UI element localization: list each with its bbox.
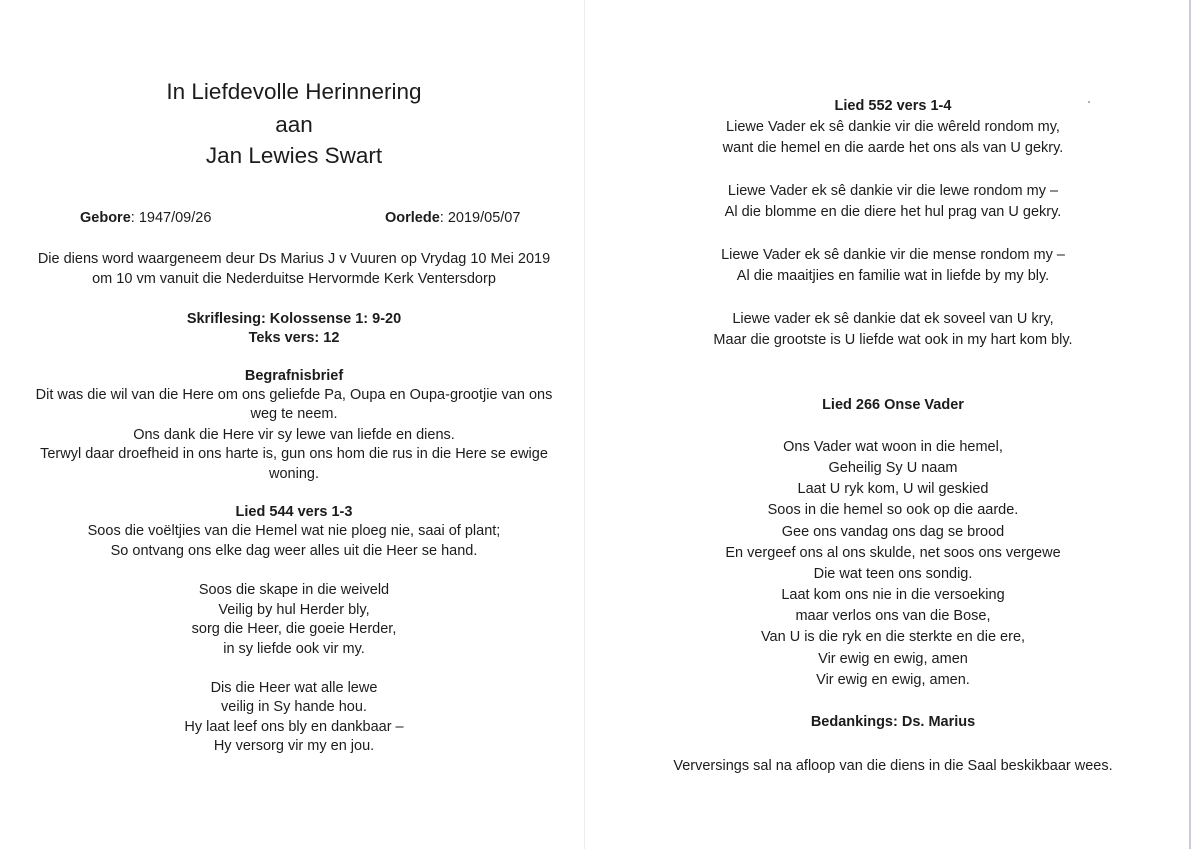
hymn-552-line: Liewe Vader ek sê dankie vir die mense rondom my – [721,247,1065,263]
birth-label: Gebore [80,210,131,226]
hymn-552-line: Liewe Vader ek sê dankie vir die wêreld rondom my, [726,119,1060,135]
death-date [385,209,520,227]
hymn-544-heading: Lied 544 vers 1-3 [235,504,353,520]
hymn-544-line: Hy laat leef ons bly en dankbaar – [184,719,404,735]
scripture-text: Teks vers: 12 [248,330,340,346]
hymn-552-line: want die hemel en die aarde het ons als van U gekry. [722,140,1064,156]
thanks-line: Bedankings: Ds. Marius [810,714,976,730]
header-name: Jan Lewies Swart [205,143,383,168]
hymn-266-line: Geheilig Sy U naam [828,460,958,476]
service-line: Die diens word waargeneem deur Ds Marius J v Vuuren op Vrydag 10 Mei 2019 [37,251,551,267]
hymn-544-line: Dis die Heer wat alle lewe [210,680,378,696]
hymn-544-line: Soos die skape in die weiveld [198,582,390,598]
funeral-letter-line: weg te neem. [250,406,338,422]
hymn-266-line: maar verlos ons van die Bose, [795,608,991,624]
hymn-266-line: Gee ons vandag ons dag se brood [781,524,1005,540]
hymn-266-line: Die wat teen ons sondig. [813,566,973,582]
hymn-266-line: Laat kom ons nie in die versoeking [781,587,1005,603]
hymn-544-line: veilig in Sy hande hou. [221,699,367,715]
funeral-letter-line: woning. [269,466,319,482]
hymn-266-line: Ons Vader wat woon in die hemel, [783,439,1003,455]
page-fold [584,0,585,849]
hymn-552-line: Al die maaitjies en familie wat in liefde by my bly. [736,268,1050,284]
hymn-266-heading: Lied 266 Onse Vader [822,397,964,413]
birth-value: : 1947/09/26 [130,210,212,226]
hymn-266-line: Van U is die ryk en die sterkte en die ere, [760,629,1026,645]
funeral-letter-line: Terwyl daar droefheid in ons harte is, gun ons hom die rus in die Here se ewige [40,446,548,462]
death-label: Oorlede [385,210,440,226]
hymn-544-line: Veilig by hul Herder bly, [218,602,370,618]
page-edge [1189,0,1191,849]
header-aan: aan [275,112,313,137]
hymn-266-line: Vir ewig en ewig, amen [818,651,968,667]
header-title: In Liefdevolle Herinnering [166,79,422,104]
funeral-letter-line: Dit was die wil van die Here om ons geliefde Pa, Oupa en Oupa-grootjie van ons [35,387,553,403]
death-value: : 2019/05/07 [439,210,521,226]
hymn-552-line: Maar die grootste is U liefde wat ook in my hart kom bly. [713,332,1073,348]
hymn-544-line: sorg die Heer, die goeie Herder, [191,621,397,637]
hymn-266-line: En vergeef ons al ons skulde, net soos ons vergewe [725,545,1061,561]
hymn-552-line: Liewe vader ek sê dankie dat ek soveel van U kry, [732,311,1054,327]
scripture-reading: Skriflesing: Kolossense 1: 9-20 [186,311,402,327]
hymn-552-line: Liewe Vader ek sê dankie vir die lewe rondom my – [727,183,1059,199]
hymn-552-line: Al die blomme en die diere het hul prag van U gekry. [724,204,1062,220]
hymn-266-line: Soos in die hemel so ook op die aarde. [767,502,1019,518]
hymn-544-line: Soos die voëltjies van die Hemel wat nie ploeg nie, saai of plant; [87,523,501,539]
hymn-266-line: Vir ewig en ewig, amen. [816,672,970,688]
hymn-544-line: So ontvang ons elke dag weer alles uit die Heer se hand. [110,543,478,559]
hymn-266-line: Laat U ryk kom, U wil geskied [797,481,989,497]
service-line: om 10 vm vanuit die Nederduitse Hervormde Kerk Ventersdorp [92,271,496,287]
birth-date [80,209,211,227]
hymn-544-line: in sy liefde ook vir my. [223,641,365,657]
hymn-544-line: Hy versorg vir my en jou. [213,738,375,754]
refreshments-line: Verversings sal na afloop van die diens in die Saal beskikbaar wees. [673,758,1113,774]
funeral-letter-heading: Begrafnisbrief [244,368,344,384]
funeral-letter-line: Ons dank die Here vir sy lewe van liefde en diens. [133,427,455,443]
hymn-552-heading: Lied 552 vers 1-4 [834,98,952,114]
